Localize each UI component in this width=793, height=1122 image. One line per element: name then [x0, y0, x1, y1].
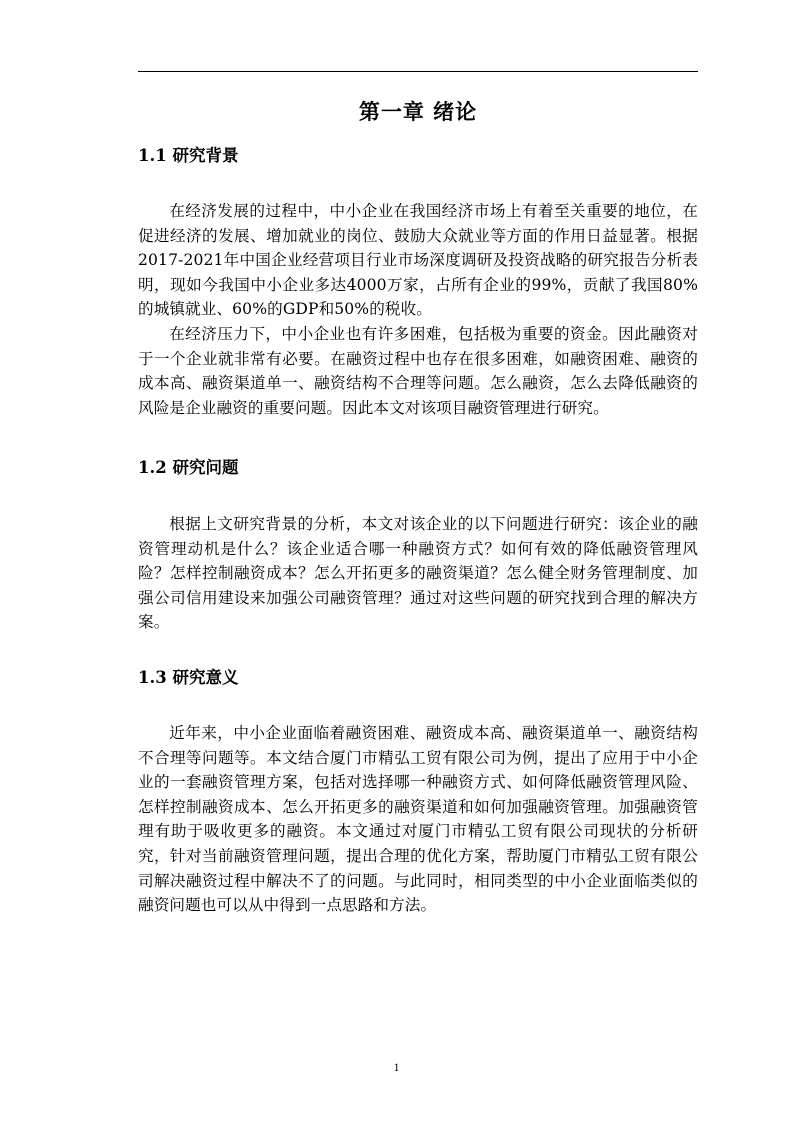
paragraph: 根据上文研究背景的分析，本文对该企业的以下问题进行研究：该企业的融资管理动机是什么？该企业适合哪一种融资方式？如何有效的降低融资管理风险？怎样控制融资成本？怎么开拓更多的融资渠道？怎么健全财务管理制度、加强公司信用建设来加强公司融资管理？通过对这些问题的研究找到合理的解决方案。 — [138, 515, 698, 632]
chapter-title: 第一章 绪论 — [358, 100, 478, 124]
section-heading: 1.2 研究问题 — [138, 458, 239, 477]
section-research-significance — [138, 664, 698, 918]
section-heading: 1.1 研究背景 — [138, 146, 239, 165]
section-research-questions — [138, 454, 698, 635]
paragraph: 在经济发展的过程中，中小企业在我国经济市场上有着至关重要的地位，在促进经济的发展、增加就业的岗位、鼓励大众就业等方面的作用日益显著。根据2017-2021年中国企业经营项目行业市场深度调研及投资战略的研究报告分析表明，现如今我国中小企业多达4000万家，占所有企业的99%，贡献了我国80%的城镇就业、60%的GDP和50%的税收。 — [138, 202, 698, 319]
paragraph: 近年来，中小企业面临着融资困难、融资成本高、融资渠道单一、融资结构不合理等问题等。本文结合厦门市精弘工贸有限公司为例，提出了应用于中小企业的一套融资管理方案，包括对选择哪一种融资方式、如何降低融资管理风险、怎样控制融资成本、怎么开拓更多的融资渠道和如何加强融资管理。加强融资管理有助于吸收更多的融资。本文通过对厦门市精弘工贸有限公司现状的分析研究，针对当前融资管理问题，提出合理的优化方案，帮助厦门市精弘工贸有限公司解决融资过程中解决不了的问题。与此同时，相同类型的中小企业面临类似的融资问题也可以从中得到一点思路和方法。 — [138, 724, 698, 915]
paragraph: 在经济压力下，中小企业也有许多困难，包括极为重要的资金。因此融资对于一个企业就非常有必要。在融资过程中也存在很多困难，如融资困难、融资的成本高、融资渠道单一、融资结构不合理等问题。怎么融资，怎么去降低融资的风险是企业融资的重要问题。因此本文对该项目融资管理进行研究。 — [138, 324, 698, 417]
page-number: 1 — [393, 1060, 400, 1074]
section-research-background — [138, 142, 698, 420]
header-rule — [138, 71, 698, 72]
section-heading: 1.3 研究意义 — [138, 668, 239, 687]
